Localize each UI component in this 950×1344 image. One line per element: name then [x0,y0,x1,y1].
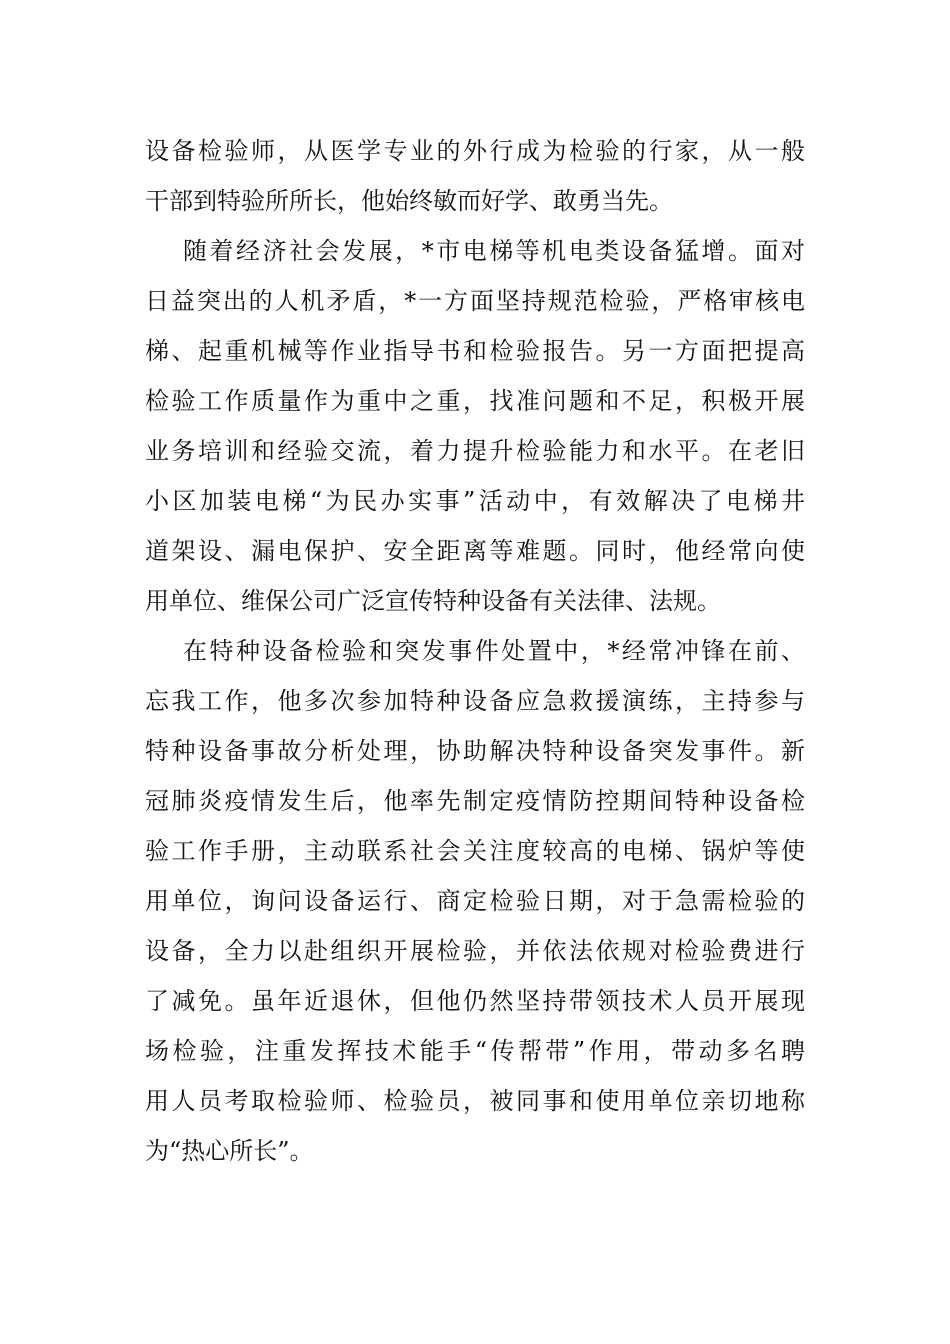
text-line: 在特种设备检验和突发事件处置中，*经常冲锋在前、 [183,637,805,665]
paragraph-1 [145,126,805,226]
text-line: 忘我工作，他多次参加特种设备应急救援演练，主持参与 [145,687,805,715]
text-line: 冠肺炎疫情发生后，他率先制定疫情防控期间特种设备检 [145,787,805,815]
text-line: 用人员考取检验师、检验员，被同事和使用单位亲切地称 [145,1087,805,1115]
text-line: 用单位、维保公司广泛宣传特种设备有关法律、法规。 [145,587,721,615]
text-line: 业务培训和经验交流，着力提升检验能力和水平。在老旧 [145,437,805,465]
text-line: 场检验，注重发挥技术能手“传帮带”作用，带动多名聘 [145,1037,805,1065]
text-line: 设备检验师，从医学专业的外行成为检验的行家，从一般 [145,137,805,165]
text-line: 日益突出的人机矛盾，*一方面坚持规范检验，严格审核电 [145,287,805,315]
text-line: 验工作手册，主动联系社会关注度较高的电梯、锅炉等使 [145,837,805,865]
text-line: 道架设、漏电保护、安全距离等难题。同时，他经常向使 [145,537,805,565]
text-line: 梯、起重机械等作业指导书和检验报告。另一方面把提高 [145,337,805,365]
text-line: 为“热心所长”。 [145,1137,314,1165]
paragraph-3 [145,626,805,1176]
text-line: 随着经济社会发展，*市电梯等机电类设备猛增。面对 [183,237,805,265]
text-line: 特种设备事故分析处理，协助解决特种设备突发事件。新 [145,737,805,765]
text-line: 小区加装电梯“为民办实事”活动中，有效解决了电梯井 [145,487,805,515]
paragraph-2 [145,226,805,626]
text-line: 用单位，询问设备运行、商定检验日期，对于急需检验的 [145,887,805,915]
text-line: 了减免。虽年近退休，但他仍然坚持带领技术人员开展现 [145,987,805,1015]
text-line: 设备，全力以赴组织开展检验，并依法依规对检验费进行 [145,937,805,965]
document-body [145,126,805,1176]
text-line: 检验工作质量作为重中之重，找准问题和不足，积极开展 [145,387,805,415]
text-line: 干部到特验所所长，他始终敏而好学、敢勇当先。 [145,187,673,215]
